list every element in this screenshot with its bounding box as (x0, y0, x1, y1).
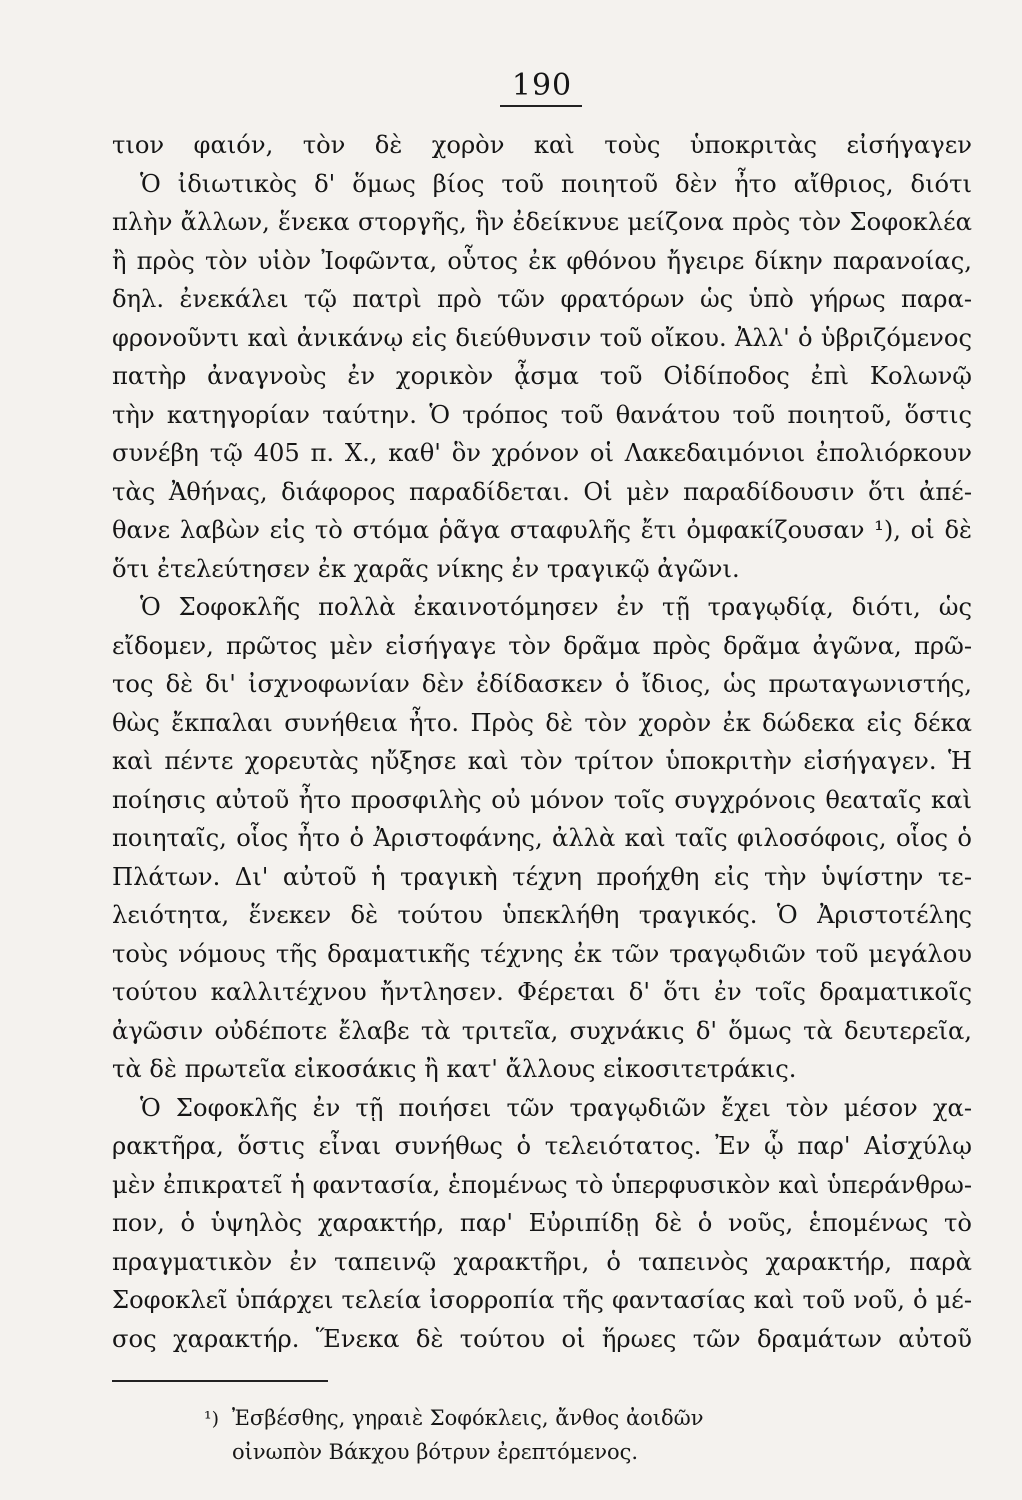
text-line: τος δὲ δι' ἰσχνοφωνίαν δὲν ἐδίδασκεν ὁ ἴδιος, ὡς πρωταγωνιστής, (112, 670, 972, 698)
page-number: 190 (511, 68, 573, 103)
text-line: συνέβη τῷ 405 π. Χ., καθ' ὃν χρόνον οἱ Λακεδαιμόνιοι ἐπολιόρκουν (112, 439, 972, 467)
text-line: ἢ πρὸς τὸν υἱὸν Ἰοφῶντα, οὗτος ἐκ φθόνου ἤγειρε δίκην παρανοίας, (112, 246, 972, 275)
text-line: σος χαρακτήρ. Ἕνεκα δὲ τούτου οἱ ἥρωες τῶν δραμάτων αὐτοῦ (112, 1324, 972, 1353)
text-line: τοὺς νόμους τῆς δραματικῆς τέχνης ἐκ τῶν τραγῳδιῶν τοῦ μεγάλου (112, 939, 972, 968)
page-number-rule (500, 105, 582, 107)
text-line: λειότητα, ἕνεκεν δὲ τούτου ὑπεκλήθη τραγικός. Ὁ Ἀριστοτέλης (112, 901, 972, 929)
text-line: Ὁ ἰδιωτικὸς δ' ὅμως βίος τοῦ ποιητοῦ δὲν ἦτο αἴθριος, διότι (140, 169, 972, 198)
text-line: δηλ. ἐνεκάλει τῷ πατρὶ πρὸ τῶν φρατόρων ὡς ὑπὸ γήρως παρα- (112, 285, 972, 313)
text-line: τούτου καλλιτέχνου ἤντλησεν. Φέρεται δ' ὅτι ἐν τοῖς δραματικοῖς (112, 978, 972, 1006)
text-line: θανε λαβὼν εἰς τὸ στόμα ῥᾶγα σταφυλῆς ἔτι ὀμφακίζουσαν ¹), οἱ δὲ (112, 516, 972, 544)
footnote-marker: ¹) (204, 1408, 220, 1430)
text-line: πραγματικὸν ἐν ταπεινῷ χαρακτῆρι, ὁ ταπεινὸς χαρακτήρ, παρὰ (112, 1247, 972, 1276)
text-line: τὰ δὲ πρωτεῖα εἰκοσάκις ἢ κατ' ἄλλους εἰκοσιτετράκις. (112, 1055, 797, 1083)
text-line: τὴν κατηγορίαν ταύτην. Ὁ τρόπος τοῦ θανάτου τοῦ ποιητοῦ, ὅστις (112, 400, 972, 429)
footnote-line: οἰνωπὸν Βάκχου βότρυν ἐρεπτόμενος. (232, 1440, 639, 1464)
text-line: ὅτι ἐτελεύτησεν ἐκ χαρᾶς νίκης ἐν τραγικῷ ἀγῶνι. (112, 554, 740, 583)
text-line: φρονοῦντι καὶ ἀνικάνῳ εἰς διεύθυνσιν τοῦ οἴκου. Ἀλλ' ὁ ὑβριζόμενος (112, 323, 972, 352)
text-line: Σοφοκλεῖ ὑπάρχει τελεία ἰσορροπία τῆς φαντασίας καὶ τοῦ νοῦ, ὁ μέ- (112, 1286, 972, 1314)
text-line: τὰς Ἀθήνας, διάφορος παραδίδεται. Οἱ μὲν παραδίδουσιν ὅτι ἀπέ- (112, 477, 972, 506)
text-line: μὲν ἐπικρατεῖ ἡ φαντασία, ἑπομένως τὸ ὑπερφυσικὸν καὶ ὑπεράνθρω- (112, 1170, 972, 1199)
footnote (204, 1401, 704, 1469)
text-line: πατὴρ ἀναγνοὺς ἐν χορικὸν ᾆσμα τοῦ Οἰδίποδος ἐπὶ Κολωνῷ (112, 362, 972, 390)
text-line: Ὁ Σοφοκλῆς πολλὰ ἐκαινοτόμησεν ἐν τῇ τραγῳδίᾳ, διότι, ὡς (140, 593, 972, 621)
text-line: θὼς ἔκπαλαι συνήθεια ἦτο. Πρὸς δὲ τὸν χορὸν ἐκ δώδεκα εἰς δέκα (112, 708, 972, 737)
text-line: ποιηταῖς, οἷος ἦτο ὁ Ἀριστοφάνης, ἀλλὰ καὶ ταῖς φιλοσόφοις, οἷος ὁ (112, 824, 972, 852)
footnote-line: Ἐσβέσθης, γηραιὲ Σοφόκλεις, ἄνθος ἀοιδῶν (232, 1406, 704, 1430)
footnote-rule (112, 1380, 328, 1382)
text-line: ἀγῶσιν οὐδέποτε ἔλαβε τὰ τριτεῖα, συχνάκις δ' ὅμως τὰ δευτερεῖα, (112, 1016, 972, 1045)
text-line: πον, ὁ ὑψηλὸς χαρακτήρ, παρ' Εὐριπίδῃ δὲ ὁ νοῦς, ἑπομένως τὸ (112, 1209, 972, 1237)
text-line: ρακτῆρα, ὅστις εἶναι συνήθως ὁ τελειότατος. Ἐν ᾧ παρ' Αἰσχύλῳ (112, 1132, 972, 1160)
text-line: τιον φαιόν, τὸν δὲ χορὸν καὶ τοὺς ὑποκριτὰς εἰσήγαγεν (112, 131, 972, 159)
text-line: καὶ πέντε χορευτὰς ηὔξησε καὶ τὸν τρίτον ὑποκριτὴν εἰσήγαγεν. Ἡ (112, 747, 972, 775)
main-text (112, 126, 972, 1358)
text-line: Πλάτων. Δι' αὐτοῦ ἡ τραγικὴ τέχνη προήχθη εἰς τὴν ὑψίστην τε- (112, 862, 972, 891)
text-line: πλὴν ἄλλων, ἕνεκα στοργῆς, ἣν ἐδείκνυε μείζονα πρὸς τὸν Σοφοκλέα (112, 208, 972, 236)
text-line: Ὁ Σοφοκλῆς ἐν τῇ ποιήσει τῶν τραγῳδιῶν ἔχει τὸν μέσον χα- (140, 1093, 972, 1122)
text-line: ποίησις αὐτοῦ ἦτο προσφιλὴς οὐ μόνον τοῖς συγχρόνοις θεαταῖς καὶ (112, 785, 972, 814)
text-line: εἴδομεν, πρῶτος μὲν εἰσήγαγε τὸν δρᾶμα πρὸς δρᾶμα ἀγῶνα, πρῶ- (112, 631, 972, 660)
